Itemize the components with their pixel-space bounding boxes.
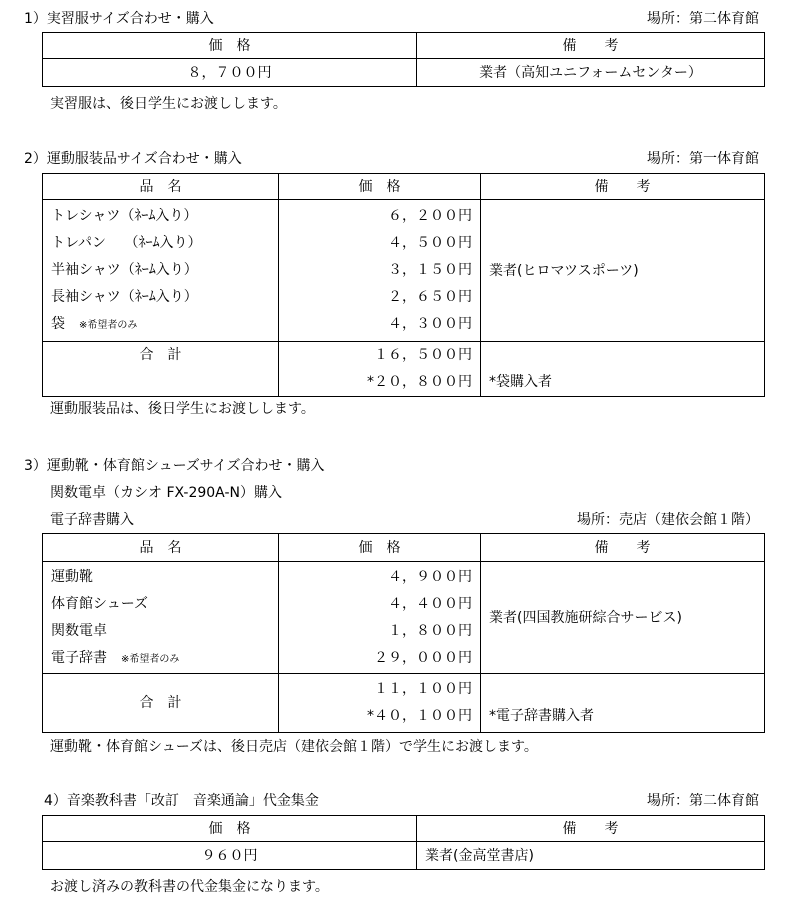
total-price-alt: *２０，８００円	[367, 374, 472, 390]
s1-note: 業者（高知ユニフォームセンター）	[417, 59, 765, 87]
s3-total-label: 合 計	[43, 674, 279, 733]
s1-header-price: 価 格	[43, 33, 417, 59]
total-price: １１，１００円	[374, 681, 472, 697]
total-note: *電子辞書購入者	[489, 708, 594, 724]
section-2-heading: 2）運動服装品サイズ合わせ・購入	[24, 151, 242, 167]
section-3-location: 場所：売店（建依会館１階）	[577, 512, 759, 528]
section-4-location: 場所：第二体育館	[647, 793, 759, 809]
s1-price: ８，７００円	[43, 59, 417, 87]
s3-header-note: 備 考	[481, 534, 765, 562]
section-3-heading: 3）運動靴・体育館シューズサイズ合わせ・購入	[24, 458, 325, 474]
list-item: 電子辞書 ※希望者のみ	[51, 649, 180, 666]
s4-price: ９６０円	[43, 842, 417, 870]
section-3-table	[42, 533, 765, 733]
list-item: 袋 ※希望者のみ	[51, 316, 138, 332]
total-price-alt: *４０，１００円	[367, 708, 472, 724]
item-price: ４，３００円	[388, 316, 472, 332]
s3-item-prices	[279, 562, 481, 674]
total-price: １６，５００円	[374, 347, 472, 363]
section-1-location: 場所：第二体育館	[647, 11, 759, 27]
s2-total-note-cell	[481, 342, 765, 397]
list-item: 運動靴	[51, 568, 93, 585]
item-price: １，８００円	[388, 622, 472, 639]
section-1-table	[42, 32, 765, 87]
item-price: ６，２００円	[388, 208, 472, 224]
item-price: ４，５００円	[388, 235, 472, 251]
s3-vendor: 業者(四国教施研綜合サービス)	[481, 562, 765, 674]
item-price: ４，４００円	[388, 595, 472, 612]
s3-header-price: 価 格	[279, 534, 481, 562]
total-note: *袋購入者	[489, 374, 552, 390]
s3-header-item: 品 名	[43, 534, 279, 562]
section-1-footer: 実習服は、後日学生にお渡しします。	[50, 96, 287, 112]
list-item: トレパン （ﾈｰﾑ入り）	[51, 235, 202, 251]
list-item: 関数電卓	[51, 622, 107, 639]
list-item: 長袖シャツ（ﾈｰﾑ入り）	[51, 289, 198, 305]
item-price: ４，９００円	[388, 568, 472, 585]
s2-header-item: 品 名	[43, 174, 279, 200]
section-4-heading: 4）音楽教科書「改訂 音楽通論」代金集金	[44, 793, 319, 809]
section-1-heading: 1）実習服サイズ合わせ・購入	[24, 11, 214, 27]
list-item: 半袖シャツ（ﾈｰﾑ入り）	[51, 262, 198, 278]
s2-header-price: 価 格	[279, 174, 481, 200]
s2-vendor: 業者(ヒロマツスポーツ)	[481, 200, 765, 342]
section-3-footer: 運動靴・体育館シューズは、後日売店（建依会館１階）で学生にお渡します。	[50, 739, 538, 755]
section-4-footer: お渡し済みの教科書の代金集金になります。	[50, 879, 329, 895]
s3-totals	[279, 674, 481, 733]
section-2-table	[42, 173, 765, 397]
s2-header-note: 備 考	[481, 174, 765, 200]
s4-header-price: 価 格	[43, 816, 417, 842]
s2-item-names	[43, 200, 279, 342]
section-4-table	[42, 815, 765, 870]
s1-header-note: 備 考	[417, 33, 765, 59]
item-price: ２９，０００円	[374, 649, 472, 666]
s3-item-names	[43, 562, 279, 674]
s4-header-note: 備 考	[417, 816, 765, 842]
s4-note: 業者(金高堂書店)	[417, 842, 765, 870]
list-item: トレシャツ（ﾈｰﾑ入り）	[51, 208, 198, 224]
section-2-location: 場所：第一体育館	[647, 151, 759, 167]
s2-total-label: 合 計	[43, 342, 279, 397]
s2-item-prices	[279, 200, 481, 342]
section-2-footer: 運動服装品は、後日学生にお渡しします。	[50, 401, 315, 417]
item-price: ３，１５０円	[388, 262, 472, 278]
item-price: ２，６５０円	[388, 289, 472, 305]
list-item: 体育館シューズ	[51, 595, 149, 612]
section-3-heading-3: 電子辞書購入	[50, 512, 134, 528]
s3-total-note-cell	[481, 674, 765, 733]
s2-totals	[279, 342, 481, 397]
section-3-heading-2: 関数電卓（カシオ FX-290A-N）購入	[50, 485, 282, 501]
